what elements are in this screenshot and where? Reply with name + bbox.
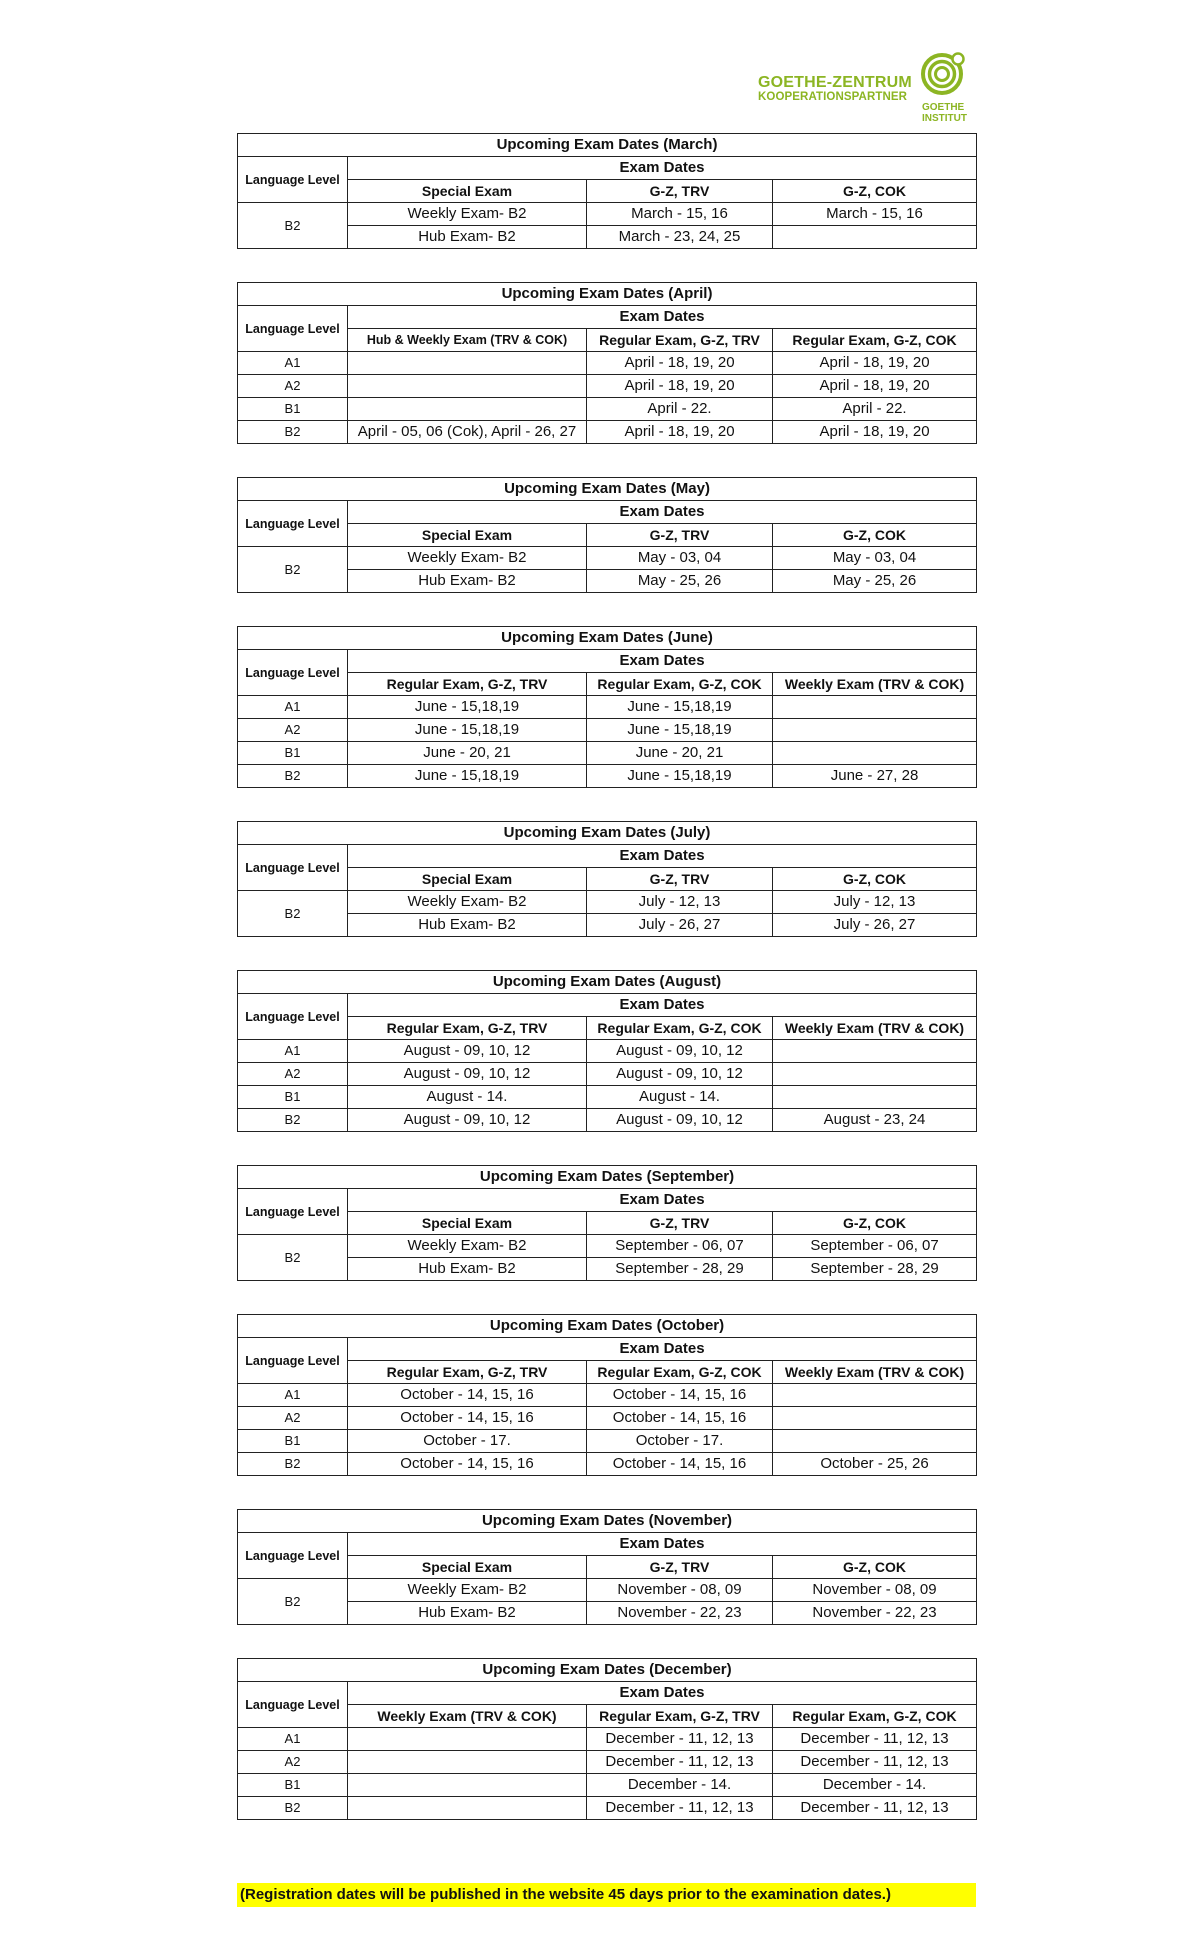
logo-line1: GOETHE-ZENTRUM: [758, 74, 912, 91]
table-row: [238, 1453, 977, 1476]
language-level-header: Language Level: [238, 157, 348, 203]
exam-date-cell: August - 23, 24: [773, 1109, 977, 1132]
exam-date-cell: [773, 742, 977, 765]
table-row: [238, 1751, 977, 1774]
concentric-circles-icon: [920, 52, 972, 102]
column-header: Weekly Exam (TRV & COK): [773, 673, 977, 696]
exam-date-cell: Weekly Exam- B2: [348, 203, 587, 226]
exam-date-cell: October - 14, 15, 16: [587, 1453, 773, 1476]
exam-date-cell: [773, 696, 977, 719]
table-row: [238, 742, 977, 765]
table-title: Upcoming Exam Dates (December): [238, 1659, 977, 1682]
language-level-cell: A1: [238, 1384, 348, 1407]
table-title: Upcoming Exam Dates (August): [238, 971, 977, 994]
exam-date-cell: [773, 226, 977, 249]
table-subheader-row: [238, 157, 977, 180]
exam-date-cell: [773, 719, 977, 742]
exam-date-cell: April - 18, 19, 20: [587, 421, 773, 444]
exam-date-cell: August - 09, 10, 12: [348, 1040, 587, 1063]
table-column-header-row: [238, 524, 977, 547]
exam-date-cell: June - 15,18,19: [587, 765, 773, 788]
table-row: [238, 1235, 977, 1258]
table-title-row: [238, 1659, 977, 1682]
exam-date-cell: December - 11, 12, 13: [587, 1797, 773, 1820]
exam-date-cell: August - 14.: [348, 1086, 587, 1109]
table-column-header-row: [238, 180, 977, 203]
logo-mark-line1: GOETHE: [922, 102, 965, 113]
exam-date-cell: April - 22.: [587, 398, 773, 421]
exam-date-cell: November - 08, 09: [773, 1579, 977, 1602]
exam-date-cell: April - 18, 19, 20: [773, 352, 977, 375]
exam-date-cell: April - 18, 19, 20: [773, 421, 977, 444]
table-subheader-row: [238, 1338, 977, 1361]
table-row: [238, 203, 977, 226]
exam-date-cell: Weekly Exam- B2: [348, 891, 587, 914]
exam-date-cell: May - 25, 26: [773, 570, 977, 593]
language-level-cell: A2: [238, 1063, 348, 1086]
table-row: [238, 1430, 977, 1453]
language-level-cell: B1: [238, 742, 348, 765]
column-header: Special Exam: [348, 180, 587, 203]
language-level-cell: B2: [238, 1235, 348, 1281]
exam-date-cell: Hub Exam- B2: [348, 570, 587, 593]
exam-date-cell: June - 27, 28: [773, 765, 977, 788]
exam-dates-header: Exam Dates: [348, 1189, 977, 1212]
language-level-cell: B2: [238, 1109, 348, 1132]
goethe-logo: [758, 52, 974, 128]
registration-note: (Registration dates will be published in the website 45 days prior to the examination dates.): [237, 1883, 976, 1907]
language-level-cell: A1: [238, 696, 348, 719]
logo-mark-line2: INSTITUT: [922, 113, 967, 124]
exam-date-cell: April - 05, 06 (Cok), April - 26, 27: [348, 421, 587, 444]
column-header: G-Z, COK: [773, 524, 977, 547]
exam-date-cell: [773, 1430, 977, 1453]
exam-date-cell: November - 08, 09: [587, 1579, 773, 1602]
exam-date-cell: October - 14, 15, 16: [348, 1407, 587, 1430]
exam-date-cell: March - 15, 16: [773, 203, 977, 226]
exam-date-cell: April - 22.: [773, 398, 977, 421]
exam-date-cell: [348, 375, 587, 398]
table-subheader-row: [238, 501, 977, 524]
exam-date-cell: December - 11, 12, 13: [773, 1728, 977, 1751]
exam-date-cell: October - 14, 15, 16: [587, 1407, 773, 1430]
exam-date-cell: August - 09, 10, 12: [587, 1063, 773, 1086]
exam-date-cell: [348, 398, 587, 421]
exam-dates-header: Exam Dates: [348, 994, 977, 1017]
exam-date-cell: December - 11, 12, 13: [773, 1751, 977, 1774]
table-title-row: [238, 478, 977, 501]
table-title-row: [238, 822, 977, 845]
table-row: [238, 398, 977, 421]
column-header: Special Exam: [348, 524, 587, 547]
exam-date-cell: April - 18, 19, 20: [587, 352, 773, 375]
exam-date-cell: September - 28, 29: [773, 1258, 977, 1281]
table-row: [238, 421, 977, 444]
exam-date-cell: April - 18, 19, 20: [587, 375, 773, 398]
table-title-row: [238, 627, 977, 650]
language-level-header: Language Level: [238, 994, 348, 1040]
exam-date-cell: July - 12, 13: [587, 891, 773, 914]
table-subheader-row: [238, 994, 977, 1017]
language-level-header: Language Level: [238, 1682, 348, 1728]
language-level-cell: B2: [238, 1797, 348, 1820]
table-subheader-row: [238, 845, 977, 868]
language-level-header: Language Level: [238, 1189, 348, 1235]
exam-date-cell: September - 06, 07: [587, 1235, 773, 1258]
table-row: [238, 1602, 977, 1625]
language-level-cell: A1: [238, 1040, 348, 1063]
logo-institut: [922, 102, 967, 124]
language-level-cell: A1: [238, 352, 348, 375]
language-level-cell: B2: [238, 891, 348, 937]
column-header: G-Z, COK: [773, 180, 977, 203]
table-row: [238, 765, 977, 788]
exam-date-cell: December - 11, 12, 13: [587, 1728, 773, 1751]
exam-date-cell: March - 23, 24, 25: [587, 226, 773, 249]
language-level-cell: A1: [238, 1728, 348, 1751]
exam-date-cell: August - 09, 10, 12: [348, 1109, 587, 1132]
exam-date-cell: Weekly Exam- B2: [348, 1579, 587, 1602]
exam-table: [237, 970, 977, 1132]
table-column-header-row: [238, 329, 977, 352]
table-row: [238, 1774, 977, 1797]
exam-date-cell: November - 22, 23: [773, 1602, 977, 1625]
language-level-cell: A2: [238, 1407, 348, 1430]
table-row: [238, 914, 977, 937]
table-title-row: [238, 1315, 977, 1338]
table-row: [238, 1258, 977, 1281]
exam-date-cell: May - 25, 26: [587, 570, 773, 593]
exam-date-cell: [348, 1774, 587, 1797]
exam-dates-header: Exam Dates: [348, 650, 977, 673]
table-row: [238, 696, 977, 719]
exam-date-cell: August - 09, 10, 12: [348, 1063, 587, 1086]
table-subheader-row: [238, 1682, 977, 1705]
exam-date-cell: November - 22, 23: [587, 1602, 773, 1625]
table-title: Upcoming Exam Dates (July): [238, 822, 977, 845]
exam-date-cell: Weekly Exam- B2: [348, 1235, 587, 1258]
exam-date-cell: [773, 1086, 977, 1109]
table-column-header-row: [238, 1556, 977, 1579]
exam-dates-header: Exam Dates: [348, 157, 977, 180]
column-header: G-Z, TRV: [587, 1556, 773, 1579]
exam-date-cell: [773, 1063, 977, 1086]
exam-date-cell: August - 14.: [587, 1086, 773, 1109]
column-header: G-Z, TRV: [587, 1212, 773, 1235]
language-level-cell: B2: [238, 421, 348, 444]
table-title: Upcoming Exam Dates (October): [238, 1315, 977, 1338]
column-header: Special Exam: [348, 1212, 587, 1235]
exam-date-cell: December - 14.: [773, 1774, 977, 1797]
exam-date-cell: June - 15,18,19: [348, 696, 587, 719]
table-title-row: [238, 1166, 977, 1189]
table-row: [238, 1728, 977, 1751]
table-title-row: [238, 971, 977, 994]
table-row: [238, 1579, 977, 1602]
table-column-header-row: [238, 673, 977, 696]
column-header: Weekly Exam (TRV & COK): [773, 1361, 977, 1384]
exam-table: [237, 626, 977, 788]
column-header: G-Z, TRV: [587, 524, 773, 547]
exam-date-cell: March - 15, 16: [587, 203, 773, 226]
exam-dates-header: Exam Dates: [348, 306, 977, 329]
column-header: G-Z, TRV: [587, 868, 773, 891]
column-header: Regular Exam, G-Z, TRV: [348, 673, 587, 696]
language-level-header: Language Level: [238, 306, 348, 352]
exam-date-cell: Hub Exam- B2: [348, 914, 587, 937]
exam-date-cell: October - 14, 15, 16: [348, 1384, 587, 1407]
table-column-header-row: [238, 1017, 977, 1040]
exam-date-cell: [348, 1797, 587, 1820]
exam-date-cell: Hub Exam- B2: [348, 1258, 587, 1281]
exam-date-cell: June - 15,18,19: [348, 719, 587, 742]
column-header: Special Exam: [348, 1556, 587, 1579]
table-column-header-row: [238, 1212, 977, 1235]
column-header: Hub & Weekly Exam (TRV & COK): [348, 329, 587, 352]
exam-date-cell: [773, 1040, 977, 1063]
exam-dates-header: Exam Dates: [348, 1338, 977, 1361]
table-title-row: [238, 1510, 977, 1533]
table-row: [238, 570, 977, 593]
logo-line2: KOOPERATIONSPARTNER: [758, 91, 908, 103]
table-subheader-row: [238, 1533, 977, 1556]
exam-date-cell: July - 26, 27: [773, 914, 977, 937]
exam-date-cell: October - 14, 15, 16: [587, 1384, 773, 1407]
exam-date-cell: October - 25, 26: [773, 1453, 977, 1476]
table-title: Upcoming Exam Dates (November): [238, 1510, 977, 1533]
table-title: Upcoming Exam Dates (September): [238, 1166, 977, 1189]
column-header: Regular Exam, G-Z, COK: [773, 1705, 977, 1728]
exam-date-cell: June - 15,18,19: [587, 719, 773, 742]
exam-date-cell: [348, 1751, 587, 1774]
table-row: [238, 1109, 977, 1132]
exam-date-cell: October - 17.: [348, 1430, 587, 1453]
table-row: [238, 719, 977, 742]
exam-date-cell: June - 15,18,19: [587, 696, 773, 719]
table-column-header-row: [238, 1705, 977, 1728]
exam-date-cell: Hub Exam- B2: [348, 226, 587, 249]
table-column-header-row: [238, 868, 977, 891]
exam-table: [237, 477, 977, 593]
column-header: Regular Exam, G-Z, COK: [587, 673, 773, 696]
column-header: Regular Exam, G-Z, COK: [587, 1017, 773, 1040]
column-header: Regular Exam, G-Z, TRV: [587, 329, 773, 352]
language-level-header: Language Level: [238, 650, 348, 696]
language-level-header: Language Level: [238, 845, 348, 891]
exam-date-cell: July - 26, 27: [587, 914, 773, 937]
table-title: Upcoming Exam Dates (May): [238, 478, 977, 501]
table-title-row: [238, 283, 977, 306]
language-level-header: Language Level: [238, 1533, 348, 1579]
exam-date-cell: October - 17.: [587, 1430, 773, 1453]
table-row: [238, 226, 977, 249]
exam-date-cell: December - 11, 12, 13: [587, 1751, 773, 1774]
table-column-header-row: [238, 1361, 977, 1384]
exam-date-cell: June - 15,18,19: [348, 765, 587, 788]
table-row: [238, 1063, 977, 1086]
exam-tables: [237, 133, 976, 1853]
exam-date-cell: [773, 1384, 977, 1407]
column-header: G-Z, TRV: [587, 180, 773, 203]
exam-date-cell: April - 18, 19, 20: [773, 375, 977, 398]
logo-wordmark: [758, 74, 912, 103]
exam-table: [237, 1314, 977, 1476]
table-title: Upcoming Exam Dates (April): [238, 283, 977, 306]
exam-dates-header: Exam Dates: [348, 501, 977, 524]
table-row: [238, 1407, 977, 1430]
exam-dates-header: Exam Dates: [348, 1533, 977, 1556]
language-level-cell: B2: [238, 1579, 348, 1625]
exam-date-cell: December - 11, 12, 13: [773, 1797, 977, 1820]
table-row: [238, 547, 977, 570]
table-row: [238, 1086, 977, 1109]
exam-date-cell: Weekly Exam- B2: [348, 547, 587, 570]
column-header: Regular Exam, G-Z, COK: [587, 1361, 773, 1384]
exam-date-cell: [348, 352, 587, 375]
exam-dates-header: Exam Dates: [348, 1682, 977, 1705]
table-subheader-row: [238, 306, 977, 329]
table-title: Upcoming Exam Dates (June): [238, 627, 977, 650]
language-level-cell: B1: [238, 1430, 348, 1453]
language-level-cell: B1: [238, 1086, 348, 1109]
language-level-cell: A2: [238, 375, 348, 398]
exam-date-cell: [773, 1407, 977, 1430]
exam-date-cell: August - 09, 10, 12: [587, 1040, 773, 1063]
table-row: [238, 352, 977, 375]
exam-date-cell: December - 14.: [587, 1774, 773, 1797]
language-level-cell: B1: [238, 1774, 348, 1797]
column-header: Regular Exam, G-Z, COK: [773, 329, 977, 352]
exam-table: [237, 1165, 977, 1281]
table-title: Upcoming Exam Dates (March): [238, 134, 977, 157]
language-level-header: Language Level: [238, 1338, 348, 1384]
table-subheader-row: [238, 1189, 977, 1212]
column-header: G-Z, COK: [773, 868, 977, 891]
language-level-cell: B2: [238, 1453, 348, 1476]
language-level-cell: A2: [238, 1751, 348, 1774]
table-subheader-row: [238, 650, 977, 673]
exam-date-cell: May - 03, 04: [587, 547, 773, 570]
table-title-row: [238, 134, 977, 157]
exam-date-cell: June - 20, 21: [348, 742, 587, 765]
exam-dates-header: Exam Dates: [348, 845, 977, 868]
column-header: Regular Exam, G-Z, TRV: [348, 1017, 587, 1040]
exam-table: [237, 1509, 977, 1625]
exam-table: [237, 1658, 977, 1820]
exam-table: [237, 133, 977, 249]
column-header: Special Exam: [348, 868, 587, 891]
column-header: G-Z, COK: [773, 1212, 977, 1235]
language-level-cell: B2: [238, 765, 348, 788]
column-header: Regular Exam, G-Z, TRV: [348, 1361, 587, 1384]
goethe-mark-icon: [920, 52, 972, 128]
language-level-header: Language Level: [238, 501, 348, 547]
exam-table: [237, 282, 977, 444]
language-level-cell: A2: [238, 719, 348, 742]
column-header: Weekly Exam (TRV & COK): [773, 1017, 977, 1040]
exam-date-cell: October - 14, 15, 16: [348, 1453, 587, 1476]
language-level-cell: B2: [238, 203, 348, 249]
table-row: [238, 1040, 977, 1063]
table-row: [238, 1797, 977, 1820]
exam-date-cell: Hub Exam- B2: [348, 1602, 587, 1625]
column-header: Weekly Exam (TRV & COK): [348, 1705, 587, 1728]
exam-date-cell: July - 12, 13: [773, 891, 977, 914]
exam-date-cell: August - 09, 10, 12: [587, 1109, 773, 1132]
table-row: [238, 375, 977, 398]
exam-date-cell: June - 20, 21: [587, 742, 773, 765]
table-row: [238, 891, 977, 914]
language-level-cell: B1: [238, 398, 348, 421]
column-header: G-Z, COK: [773, 1556, 977, 1579]
exam-date-cell: May - 03, 04: [773, 547, 977, 570]
language-level-cell: B2: [238, 547, 348, 593]
exam-date-cell: September - 06, 07: [773, 1235, 977, 1258]
exam-table: [237, 821, 977, 937]
exam-date-cell: September - 28, 29: [587, 1258, 773, 1281]
table-row: [238, 1384, 977, 1407]
column-header: Regular Exam, G-Z, TRV: [587, 1705, 773, 1728]
exam-date-cell: [348, 1728, 587, 1751]
